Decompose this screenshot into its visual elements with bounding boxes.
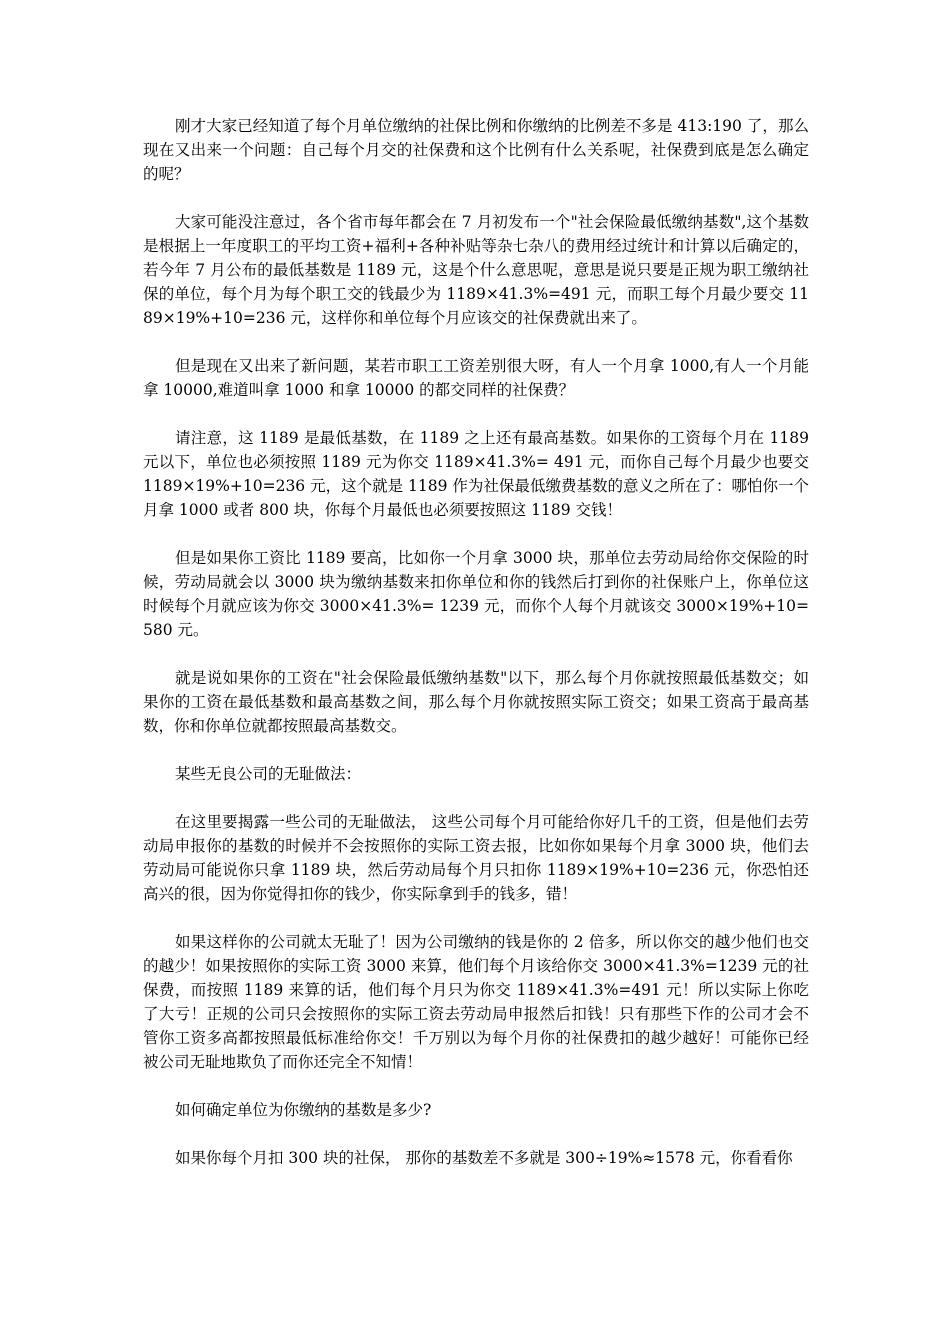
paragraph-minimum-base-meaning: 请注意，这 1189 是最低基数，在 1189 之上还有最高基数。如果你的工资每个月在 1189 元以下，单位也必须按照 1189 元为你交 1189×41.3%= 491 元，而你自己每个月最少也要交 1189×19%+10=236 元，这个就是 1189 作为社保最低缴费基数的意义之所在了：哪怕你一个月拿 1000 或者 800 块，你每个月最低也必须要按照这 1189 交钱！ [143, 429, 809, 519]
paragraph-minimum-base-explanation: 大家可能没注意过，各个省市每年都会在 7 月初发布一个"社会保险最低缴纳基数",这个基数是根据上一年度职工的平均工资+福利+各种补贴等杂七杂八的费用经过统计和计算以后确定的，若今年 7 月公布的最低基数是 1189 元，这是个什么意思呢，意思是说只要是正规为职工缴纳社保的单位，每个月为每个职工交的钱最少为 1189×41.3%=491 元，而职工每个月最少要交 1189×19%+10=236 元，这样你和单位每个月应该交的社保费就出来了。 [143, 213, 809, 327]
section-heading-determine-base: 如何确定单位为你缴纳的基数是多少? [175, 1101, 432, 1119]
paragraph-intro-question: 刚才大家已经知道了每个月单位缴纳的社保比例和你缴纳的比例差不多是 413:190 了，那么现在又出来一个问题：自己每个月交的社保费和这个比例有什么关系呢，社保费到底是怎么确定的呢？ [143, 117, 809, 183]
paragraph-base-rules-summary: 就是说如果你的工资在"社会保险最低缴纳基数"以下，那么每个月你就按照最低基数交；如果你的工资在最低基数和最高基数之间，那么每个月你就按照实际工资交；如果工资高于最高基数，你和你单位就都按照最高基数交。 [143, 669, 809, 735]
section-heading-bad-companies: 某些无良公司的无耻做法： [175, 765, 362, 783]
paragraph-bad-company-consequence: 如果这样你的公司就太无耻了！因为公司缴纳的钱是你的 2 倍多，所以你交的越少他们也交的越少！如果按照你的实际工资 3000 来算，他们每个月该给你交 3000×41.3%=1239 元的社保费，而按照 1189 来算的话，他们每个月只为你交 1189×41.3%=491 元！所以实际上你吃了大亏！正规的公司只会按照你的实际工资去劳动局申报然后扣钱！只有那些下作的公司才会不管你工资多高都按照最低标准给你交！千万别以为每个月你的社保费扣的越少越好！可能你已经被公司无耻地欺负了而你还完全不知情！ [143, 933, 809, 1071]
paragraph-determine-base-example: 如果你每个月扣 300 块的社保， 那你的基数差不多就是 300÷19%≈1578 元，你看看你 [175, 1149, 793, 1167]
paragraph-salary-difference-question: 但是现在又出来了新问题，某若市职工工资差别很大呀，有人一个月拿 1000,有人一个月能拿 10000,难道叫拿 1000 和拿 10000 的都交同样的社保费？ [143, 357, 809, 399]
paragraph-bad-company-practice: 在这里要揭露一些公司的无耻做法， 这些公司每个月可能给你好几千的工资，但是他们去劳动局申报你的基数的时候并不会按照你的实际工资去报，比如你如果每个月拿 3000 块，他们去劳动局可能说你只拿 1189 块，然后劳动局每个月只扣你 1189×19%+10=236 元，你恐怕还高兴的很，因为你觉得扣你的钱少，你实际拿到手的钱多，错！ [143, 813, 809, 903]
document-body [143, 114, 809, 1194]
paragraph-higher-salary-example: 但是如果你工资比 1189 要高，比如你一个月拿 3000 块，那单位去劳动局给你交保险的时候，劳动局就会以 3000 块为缴纳基数来扣你单位和你的钱然后打到你的社保账户上，你单位这时候每个月就应该为你交 3000×41.3%= 1239 元，而你个人每个月就该交 3000×19%+10=580 元。 [143, 549, 809, 639]
